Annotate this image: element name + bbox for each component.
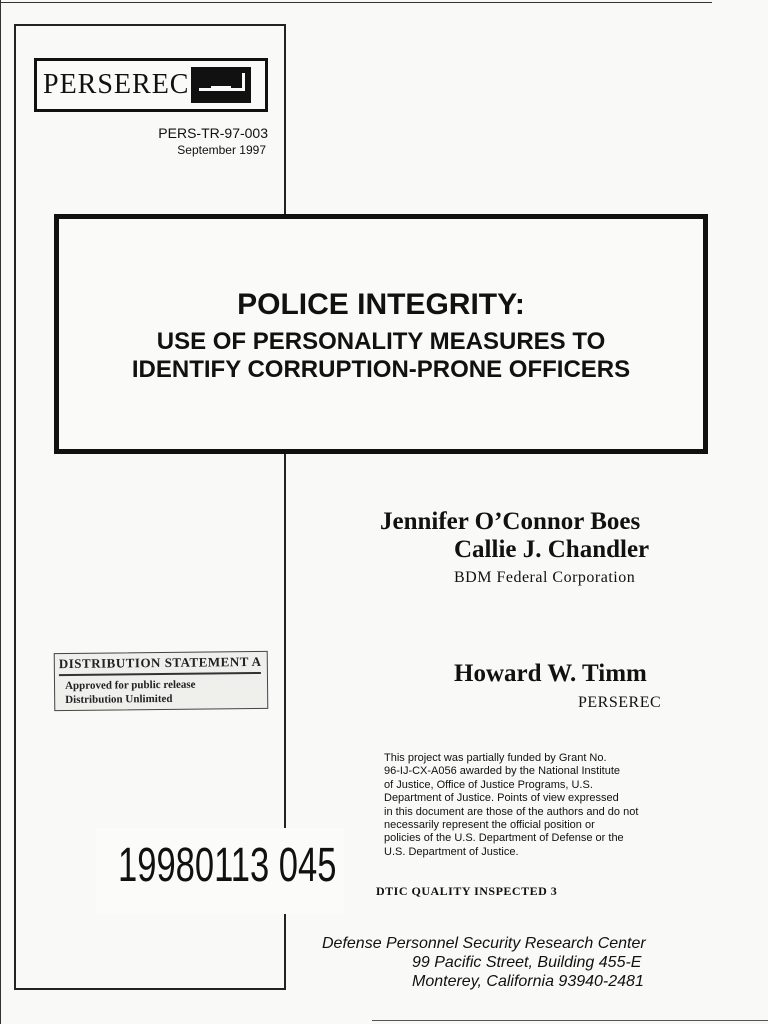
- funding-note-line: policies of the U.S. Department of Defense or the: [384, 832, 624, 845]
- document-title: POLICE INTEGRITY:: [237, 288, 525, 321]
- distribution-statement-stamp: [54, 651, 269, 711]
- funding-note: [384, 752, 684, 859]
- funding-note-line: of Justice, Office of Justice Programs, U.S.: [384, 778, 593, 791]
- author-name: Jennifer O’Connor Boes: [380, 508, 641, 535]
- author-affiliation: PERSEREC: [578, 694, 662, 711]
- perserec-logo: [34, 58, 268, 112]
- funding-note-line: U.S. Department of Justice.: [384, 845, 519, 858]
- address-line: Defense Personnel Security Research Center: [322, 935, 646, 952]
- perserec-mark-icon: [191, 67, 251, 103]
- stamp-line: Approved for public release: [64, 678, 196, 693]
- dtic-quality-stamp: DTIC QUALITY INSPECTED 3: [376, 884, 558, 898]
- stamp-title: DISTRIBUTION STATEMENT A: [58, 653, 262, 672]
- report-number: PERS-TR-97-003: [158, 125, 268, 141]
- funding-note-line: This project was partially funded by Grant No.: [384, 752, 607, 764]
- logo-text: PERSEREC: [43, 69, 190, 100]
- funding-note-line: Department of Justice. Points of view expressed: [384, 792, 619, 805]
- top-rule: [0, 2, 712, 3]
- author-affiliation: BDM Federal Corporation: [454, 569, 636, 586]
- address-line: 99 Pacific Street, Building 455-E: [412, 954, 642, 971]
- author-name: Howard W. Timm: [454, 660, 647, 687]
- address-line: Monterey, California 93940-2481: [412, 973, 644, 990]
- accession-number: 19980113 045: [118, 839, 337, 892]
- subtitle-line-1: USE OF PERSONALITY MEASURES TO: [156, 328, 606, 355]
- page-left-edge: [0, 0, 1, 1024]
- author-name: Callie J. Chandler: [454, 536, 650, 563]
- stamp-line: Distribution Unlimited: [65, 692, 173, 707]
- funding-note-line: 96-IJ-CX-A056 awarded by the National Institute: [384, 765, 621, 778]
- funding-note-line: necessarily represent the official position or: [384, 819, 595, 832]
- document-subtitle: [54, 328, 708, 384]
- stamp-rule: [59, 672, 261, 676]
- bottom-rule: [372, 1020, 768, 1021]
- funding-note-line: in this document are those of the authors and do not: [384, 805, 639, 818]
- report-date: September 1997: [177, 143, 266, 157]
- subtitle-line-2: IDENTIFY CORRUPTION-PRONE OFFICERS: [131, 356, 631, 383]
